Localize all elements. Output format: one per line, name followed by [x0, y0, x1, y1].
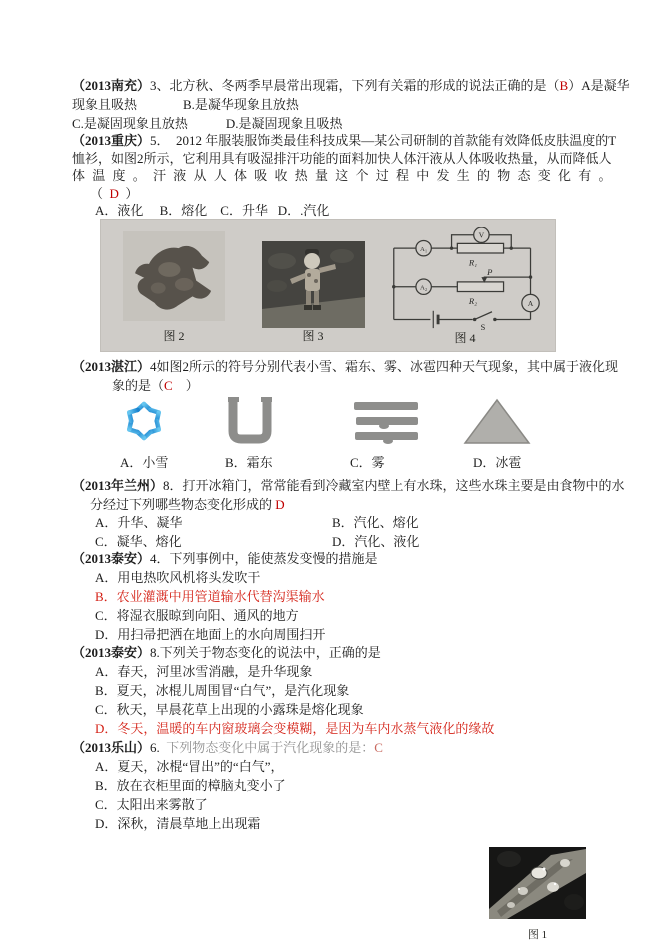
option-a-cont: 现象且吸热 — [72, 97, 138, 112]
option-a: A．用电热吹风机将头发吹干 — [95, 570, 261, 585]
question-text: 8．打开冰箱门，常常能看到冷藏室内壁上有水珠，这些水珠主要是由食物中的水 — [163, 478, 625, 493]
option-d-correct: D．冬天，温暖的车内窗玻璃会变模糊，是因为车内水蒸气液化的缘故 — [95, 721, 495, 736]
circuit-diagram — [385, 227, 547, 331]
tshirt-photo — [123, 231, 225, 321]
question-source: （2013重庆） — [72, 133, 151, 148]
question-zhanjiang — [72, 357, 652, 395]
question-lanzhou — [72, 477, 652, 551]
question-title — [72, 132, 652, 150]
answer-letter: C — [164, 378, 173, 393]
question-taian-4 — [72, 549, 652, 644]
option-line — [72, 114, 652, 133]
question-title — [72, 477, 652, 496]
fig2-label: 图 2 — [163, 329, 185, 343]
answer-letter: C — [374, 740, 383, 755]
fig3-label: 图 3 — [302, 329, 324, 343]
figure-strip — [100, 219, 556, 352]
paren-close: ） — [118, 185, 139, 201]
fig4-label: 图 4 — [454, 331, 476, 345]
option-d: D．用扫帚把洒在地面上的水向周围扫开 — [95, 627, 326, 642]
option-c: C．太阳出来雾散了 — [95, 797, 208, 812]
answer-letter: B — [559, 78, 569, 93]
option-line — [72, 95, 652, 114]
question-text: 4．下列事例中，能使蒸发变慢的措施是 — [150, 551, 378, 566]
option-c: C．凝华、熔化 — [95, 533, 182, 549]
option-a: A．夏天，冰棍“冒出”的“白气”， — [95, 759, 284, 774]
question-source: （2013泰安） — [72, 645, 151, 660]
doll-image — [262, 241, 365, 328]
options-row: A．液化 B．熔化 C．升华 D．.汽化 — [95, 203, 330, 218]
option-c: C．秋天，早晨花草上出现的小露珠是熔化现象 — [95, 702, 364, 717]
symbol-label-snow: A．小雪 — [120, 455, 169, 470]
option-b: B．放在衣柜里面的樟脑丸变小了 — [95, 778, 286, 793]
question-title — [72, 643, 652, 662]
question-source: （2013泰安） — [72, 551, 151, 566]
question-source: （2013年兰州） — [72, 478, 164, 493]
fog-icon — [354, 400, 420, 444]
question-leshan — [72, 738, 652, 833]
question-text-cont: 分经过下列哪些物态变化形成的 — [90, 496, 276, 512]
question-text: 下列物态变化中属于汽化现象的是： — [166, 740, 375, 755]
ammeter-label: A — [527, 298, 534, 308]
option-c: C.是凝固现象且放热 — [72, 116, 188, 131]
question-title — [72, 76, 652, 95]
question-nanchong — [72, 76, 652, 133]
question-text: 3、北方秋、冬两季早晨常出现霜，下列有关霜的形成的说法正确的是（ — [150, 78, 560, 93]
option-a: A．升华、凝华 — [95, 515, 183, 530]
answer-letter: D — [109, 185, 119, 201]
question-source: （2013湛江） — [72, 359, 151, 374]
hail-icon — [463, 398, 533, 446]
snowflake-icon — [112, 392, 176, 450]
option-b: B．汽化、熔化 — [332, 515, 419, 530]
question-title — [72, 357, 652, 376]
option-c: C．将湿衣服晾到向阳、通风的地方 — [95, 608, 299, 623]
question-text-cont: 象的是（ — [112, 378, 165, 393]
option-b: B.是凝华现象且放热 — [183, 97, 299, 112]
option-b: B．夏天，冰棍儿周围冒“白气”，是汽化现象 — [95, 683, 350, 698]
doll-photo — [262, 241, 365, 328]
switch-label: S — [480, 322, 486, 331]
answer-line — [72, 185, 652, 203]
answer-letter: D — [275, 496, 285, 512]
option-b-correct: B．农业灌溉中用管道输水代替沟渠输水 — [95, 589, 325, 604]
question-text: 5． 2012 年服装服饰类最佳科技成果—某公司研制的首款能有效降低皮肤温度的T — [150, 133, 617, 148]
symbol-label-frost: B．霜东 — [225, 455, 273, 470]
question-number: 6. — [150, 740, 167, 755]
question-taian-8 — [72, 643, 652, 738]
r2-label: R₂ — [468, 296, 478, 307]
voltmeter-label: V — [478, 230, 485, 240]
options-row — [72, 514, 652, 533]
answer-line — [72, 496, 652, 515]
ammeter2-label: A₂ — [420, 284, 428, 292]
option-a: A．春天，河里冰雪消融，是升华现象 — [95, 664, 313, 679]
option-d: D．深秋，清晨草地上出现霜 — [95, 816, 261, 831]
question-text: 8.下列关于物态变化的说法中，正确的是 — [150, 645, 381, 660]
r1-label: R₁ — [468, 257, 478, 268]
question-title — [72, 549, 652, 568]
question-text-cont: ）A是凝华 — [568, 78, 630, 93]
fig1-photo-block — [489, 847, 586, 942]
slider-label: P — [487, 267, 493, 278]
question-text: 4如图2所示的符号分别代表小雪、霜东、雾、冰雹四种天气现象，其中属于液化现 — [150, 359, 619, 374]
frost-icon — [224, 396, 276, 444]
question-source: （2013乐山） — [72, 740, 151, 755]
symbol-label-fog: C．雾 — [350, 455, 385, 470]
question-text-line3: 体 温 度 。 汗 液 从 人 体 吸 收 热 量 这 个 过 程 中 发 生 的 物 态 变 化 有 。 — [72, 168, 613, 183]
symbol-label-hail: D．冰雹 — [473, 455, 522, 470]
option-d: D.是凝固现象且吸热 — [225, 116, 343, 131]
option-d: D．汽化、液化 — [332, 533, 420, 549]
fig1-label: 图 1 — [527, 929, 548, 941]
question-title — [72, 738, 652, 757]
paren-open: （ — [90, 185, 110, 201]
tshirt-image — [123, 231, 225, 321]
question-text-line2: 恤衫，如图2所示，它利用具有吸湿排汗功能的面料加快人体汗液从人体吸收热量，从而降低人 — [72, 150, 612, 166]
question-source: （2013南充） — [72, 78, 151, 93]
ammeter1-label: A₁ — [420, 246, 428, 254]
droplets-photo — [489, 847, 586, 919]
paren-close: ） — [172, 378, 199, 393]
question-chongqing — [72, 132, 652, 220]
